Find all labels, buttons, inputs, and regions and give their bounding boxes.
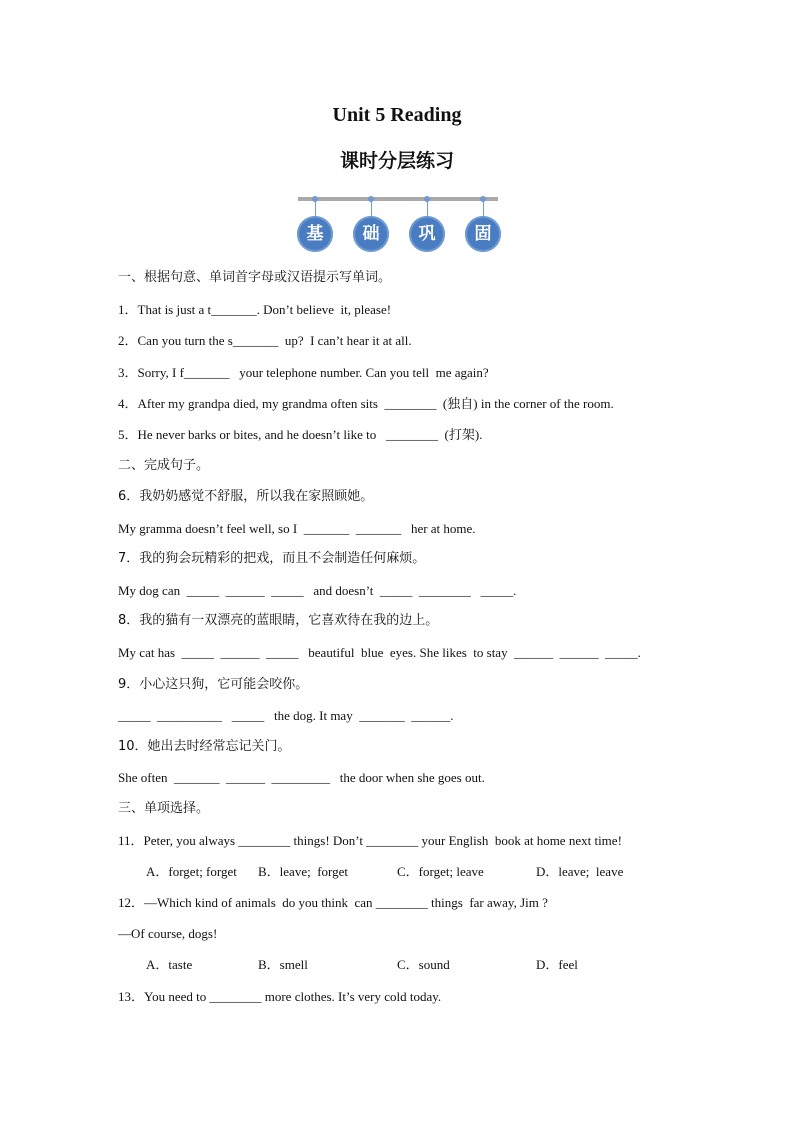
question-3: 3．Sorry, I f_______ your telephone number. Can you tell me again? [118,365,489,380]
banner-stem [315,200,316,216]
question-8-english: My cat has _____ ______ _____ beautiful blue eyes. She likes to stay ______ ______ _____. [118,645,641,660]
question-6-chinese: 6．我奶奶感觉不舒服，所以我在家照顾她。 [118,489,374,504]
banner-bar [298,197,498,201]
question-1: 1．That is just a t_______. Don’t believe it, please! [118,302,392,317]
question-13: 13．You need to ________ more clothes. It’s very cold today. [118,989,442,1004]
badge-gong: 巩 [409,216,445,252]
question-6-english: My gramma doesn’t feel well, so I _______ _______ her at home. [118,521,476,536]
page-subtitle: 课时分层练习 [339,150,454,172]
question-10-chinese: 10．她出去时经常忘记关门。 [118,739,291,754]
question-12-reply: —Of course, dogs! [118,926,218,941]
q11-option-c: C．forget; leave [397,864,484,879]
question-11: 11．Peter, you always ________ things! Don’t ________ your English book at home next time! [118,833,622,848]
q11-option-d: D．leave; leave [536,864,624,879]
question-9-english: _____ __________ _____ the dog. It may _______ ______. [118,708,454,723]
banner-stem [371,200,372,216]
section-heading-3: 三、单项选择。 [118,801,210,816]
question-2: 2．Can you turn the s_______ up? I can’t hear it at all. [118,333,412,348]
question-12: 12．—Which kind of animals do you think can ________ things far away, Jim ? [118,895,548,910]
section-heading-2: 二、完成句子。 [118,458,210,473]
question-8-chinese: 8．我的猫有一双漂亮的蓝眼睛，它喜欢待在我的边上。 [118,613,439,628]
question-9-chinese: 9．小心这只狗，它可能会咬你。 [118,677,309,692]
q11-option-b: B．leave; forget [258,864,349,879]
section-banner [296,192,500,252]
q12-option-a: A．taste [146,957,193,972]
badge-chu: 础 [353,216,389,252]
q12-option-c: C．sound [397,957,450,972]
question-10-english: She often _______ ______ _________ the door when she goes out. [118,770,485,785]
q12-option-d: D．feel [536,957,578,972]
banner-stem [483,200,484,216]
badge-gu: 固 [465,216,501,252]
q11-option-a: A．forget; forget [146,864,237,879]
question-7-chinese: 7．我的狗会玩精彩的把戏，而且不会制造任何麻烦。 [118,551,426,566]
question-7-english: My dog can _____ ______ _____ and doesn’t _____ ________ _____. [118,583,517,598]
question-4: 4．After my grandpa died, my grandma often sits ________ (独自) in the corner of the room. [118,396,614,411]
badge-ji: 基 [297,216,333,252]
q12-option-b: B．smell [258,957,308,972]
question-5: 5．He never barks or bites, and he doesn’t like to ________ (打架). [118,427,483,442]
page-title: Unit 5 Reading [332,104,462,126]
section-heading-1: 一、根据句意、单词首字母或汉语提示写单词。 [118,270,392,285]
banner-stem [427,200,428,216]
